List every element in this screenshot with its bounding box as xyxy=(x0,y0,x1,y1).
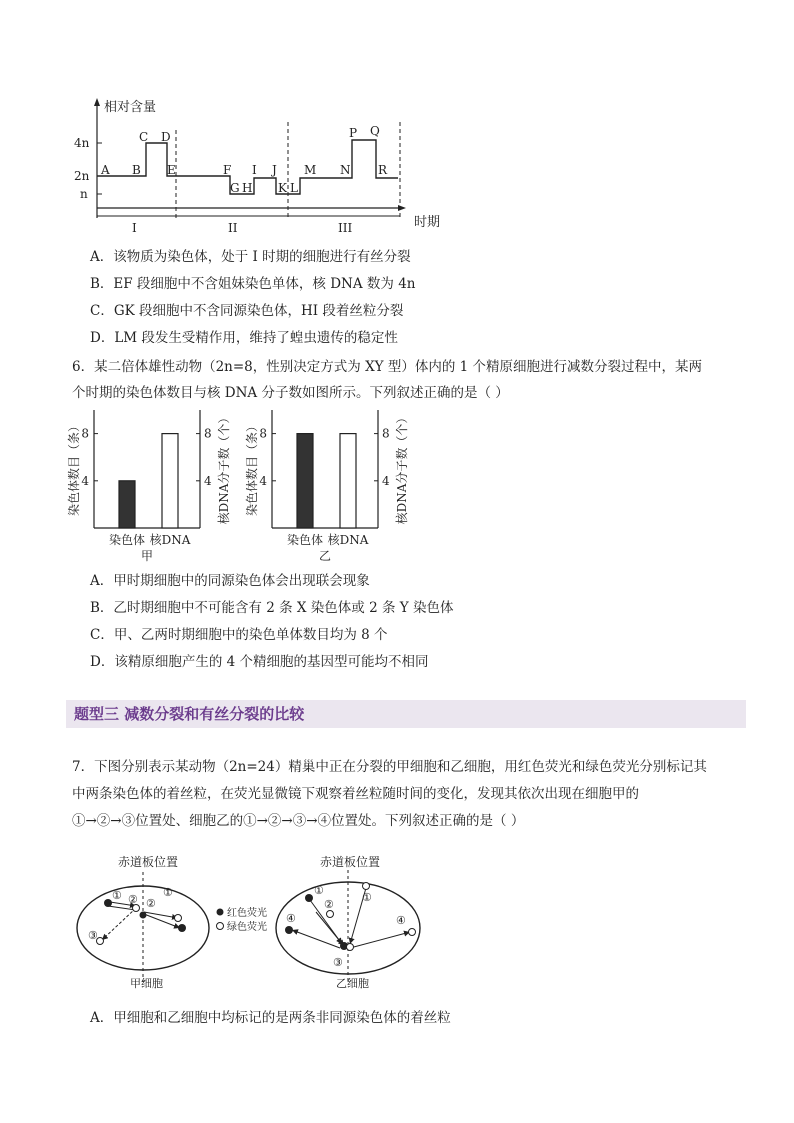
q5-option-c: C．GK 段细胞中不含同源染色体，HI 段着丝粒分裂 xyxy=(90,303,404,319)
mark-2: ② xyxy=(146,897,156,910)
chart-tick-label: 4 xyxy=(259,473,267,488)
chart-tick-label: 8 xyxy=(259,426,267,441)
chart-category-label: 核DNA xyxy=(327,533,369,547)
phase-label-3: III xyxy=(338,221,353,235)
red-dot xyxy=(178,924,186,932)
chart-ylabel: 染色体数目（条） xyxy=(245,419,259,517)
red-dot xyxy=(305,894,313,902)
legend-green-dot xyxy=(217,923,224,930)
green-dot xyxy=(175,915,182,922)
q7-stem-line1: 7．下图分别表示某动物（2n=24）精巢中正在分裂的甲细胞和乙细胞，用红色荧光和绿色荧光分别标记其 xyxy=(72,759,707,775)
point-label: K xyxy=(278,181,287,195)
mark-2: ② xyxy=(128,893,138,906)
chart-tick-label: 4 xyxy=(81,473,89,488)
green-dot xyxy=(347,944,354,951)
green-dot xyxy=(327,911,334,918)
chart-tick-label: 8 xyxy=(382,426,390,441)
point-label: R xyxy=(378,163,388,177)
q5-option-b: B．EF 段细胞中不含姐妹染色单体，核 DNA 数为 4n xyxy=(90,276,416,292)
point-label: F xyxy=(223,163,232,177)
q6-option-a: A．甲时期细胞中的同源染色体会出现联会现象 xyxy=(90,573,370,589)
chart-category-label: 染色体 xyxy=(286,533,324,547)
chart-category-label: 核DNA xyxy=(149,533,191,547)
chart-y2label: 核DNA分子数（个） xyxy=(217,411,231,525)
q6-stem-line1: 6．某二倍体雄性动物（2n=8，性别决定方式为 XY 型）体内的 1 个精原细胞进行减数分裂过程中，某两 xyxy=(72,359,703,375)
mark-1: ① xyxy=(112,889,122,902)
chart-ylabel: 染色体数目（条） xyxy=(67,419,81,517)
legend-red-dot xyxy=(217,909,224,916)
green-dot xyxy=(409,929,416,936)
q6-stem-line2: 个时期的染色体数目与核 DNA 分子数如图所示。下列叙述正确的是（ ） xyxy=(72,385,509,401)
equator-label-jia: 赤道板位置 xyxy=(118,855,179,869)
point-label: C xyxy=(139,130,149,144)
mark-1: ① xyxy=(362,891,372,904)
chart-bar xyxy=(119,481,135,528)
phase-label-2: II xyxy=(228,221,238,235)
legend-green-label: 绿色荧光 xyxy=(227,922,267,933)
mark-3: ③ xyxy=(88,929,98,942)
mark-2: ② xyxy=(324,898,334,911)
red-dot xyxy=(104,899,112,907)
point-label: H xyxy=(242,181,253,195)
mark-1: ① xyxy=(314,884,324,897)
red-dot xyxy=(285,926,293,934)
q7-option-a: A．甲细胞和乙细胞中均标记的是两条非同源染色体的着丝粒 xyxy=(90,1010,451,1026)
chart-tick-label: 4 xyxy=(382,473,390,488)
point-label: M xyxy=(304,163,317,177)
chart-tick-label: 8 xyxy=(81,426,89,441)
x-axis-label: 时期 xyxy=(414,215,441,230)
y-tick-2n: 2n xyxy=(74,169,90,183)
legend-red-label: 红色荧光 xyxy=(227,908,267,919)
q6-option-b: B．乙时期细胞中不可能含有 2 条 X 染色体或 2 条 Y 染色体 xyxy=(90,600,454,616)
chart-title: 乙 xyxy=(318,549,332,563)
point-label: B xyxy=(132,163,141,177)
caption-jia: 甲细胞 xyxy=(130,977,163,990)
point-label: P xyxy=(349,126,358,140)
mark-4: ④ xyxy=(286,912,296,925)
relative-content-graph xyxy=(70,90,460,240)
q6-option-c: C．甲、乙两时期细胞中的染色单体数目均为 8 个 xyxy=(90,627,388,643)
green-dot xyxy=(363,883,370,890)
mark-4: ④ xyxy=(396,914,406,927)
y-axis-label: 相对含量 xyxy=(104,100,157,115)
q7-stem-line3: ①→②→③位置处、细胞乙的①→②→③→④位置处。下列叙述正确的是（ ） xyxy=(72,813,525,829)
chart-y2label: 核DNA分子数（个） xyxy=(395,411,409,525)
equator-label-yi: 赤道板位置 xyxy=(320,855,381,869)
point-label: G xyxy=(230,181,240,195)
chart-category-label: 染色体 xyxy=(108,533,146,547)
q7-cell-diagrams xyxy=(70,848,430,993)
point-label: N xyxy=(340,163,351,177)
mark-3: ③ xyxy=(333,956,343,969)
q5-option-a: A．该物质为染色体，处于 I 时期的细胞进行有丝分裂 xyxy=(90,249,411,265)
point-label: E xyxy=(167,163,176,177)
phase-label-1: I xyxy=(132,221,137,235)
chart-bar xyxy=(162,434,178,528)
chart-tick-label: 4 xyxy=(204,473,212,488)
chart-tick-label: 8 xyxy=(204,426,212,441)
chart-bar xyxy=(340,434,356,528)
y-tick-4n: 4n xyxy=(74,136,90,150)
caption-yi: 乙细胞 xyxy=(336,977,369,990)
q5-option-d: D．LM 段发生受精作用，维持了蝗虫遗传的稳定性 xyxy=(90,330,398,346)
point-label: J xyxy=(272,163,277,177)
chart-title: 甲 xyxy=(140,549,154,563)
point-label: Q xyxy=(370,124,380,138)
q6-option-d: D．该精原细胞产生的 4 个精细胞的基因型可能均不相同 xyxy=(90,654,429,670)
q6-bar-charts xyxy=(67,408,430,568)
y-tick-n: n xyxy=(80,187,88,201)
point-label: D xyxy=(161,130,171,144)
point-label: L xyxy=(290,181,298,195)
section-title: 题型三 减数分裂和有丝分裂的比较 xyxy=(74,705,305,723)
q7-stem-line2: 中两条染色体的着丝粒，在荧光显微镜下观察着丝粒随时间的变化，发现其依次出现在细胞甲的 xyxy=(72,786,639,802)
point-label: I xyxy=(252,163,257,177)
mark-1: ① xyxy=(163,886,173,899)
red-dot xyxy=(140,912,147,919)
point-label: A xyxy=(101,163,110,177)
chart-bar xyxy=(297,434,313,528)
